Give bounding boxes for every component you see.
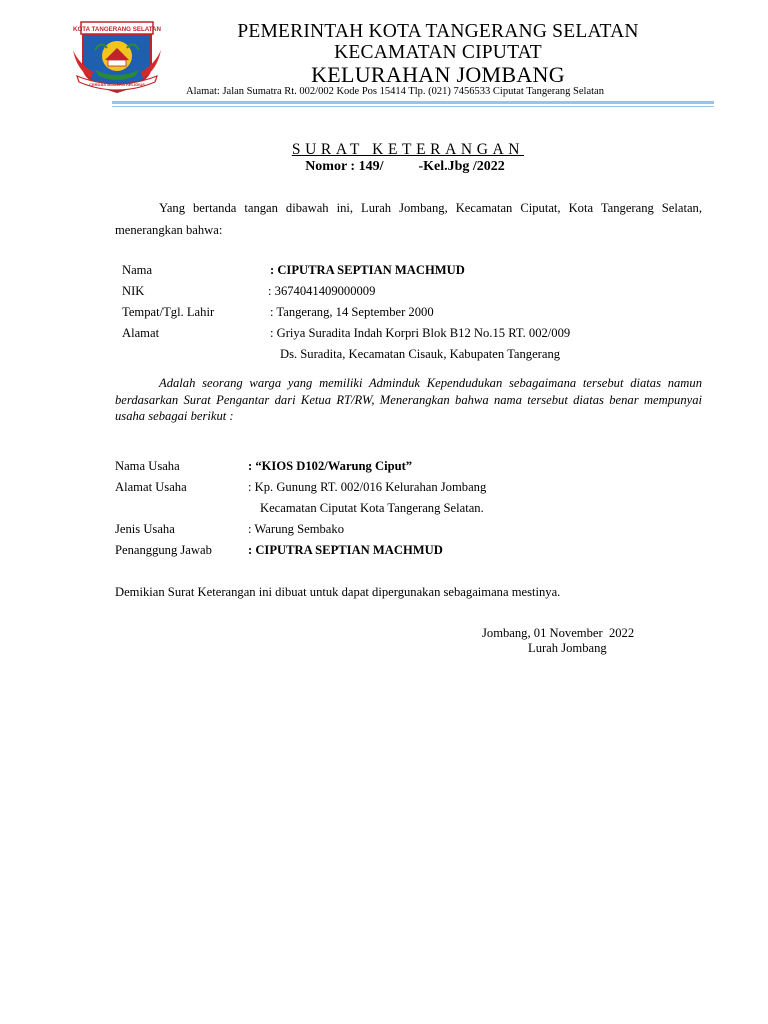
person-nik-label: NIK: [122, 284, 145, 298]
document-title: SURAT KETERANGAN: [291, 141, 525, 158]
business-type-label: Jenis Usaha: [115, 522, 175, 536]
document-number: Nomor : 149/ -Kel.Jbg /2022: [305, 159, 505, 174]
header-address: Alamat: Jalan Sumatra Rt. 002/002 Kode Pos 15414 Tlp. (021) 7456533 Ciputat Tangerang Selatan: [186, 86, 604, 97]
business-owner-label: Penanggung Jawab: [115, 543, 212, 557]
business-address-value-1: : Kp. Gunung RT. 002/016 Kelurahan Jombang: [248, 480, 487, 494]
logo-text: KOTA TANGERANG SELATAN: [73, 26, 161, 33]
signature-position: Lurah Jombang: [528, 641, 607, 655]
person-address-value-1: : Griya Suradita Indah Korpri Blok B12 No.15 RT. 002/009: [270, 326, 571, 340]
header-district: KECAMATAN CIPUTAT: [334, 42, 542, 63]
closing-paragraph: Demikian Surat Keterangan ini dibuat untuk dapat dipergunakan sebagaimana mestinya.: [115, 585, 561, 599]
intro-paragraph: Yang bertanda tangan dibawah ini, Lurah Jombang, Kecamatan Ciputat, Kota Tangerang Selatan, menerangkan bahwa:: [115, 201, 702, 237]
header-rule-thick: [112, 101, 714, 104]
business-address-value-2: Kecamatan Ciputat Kota Tangerang Selatan.: [260, 501, 484, 515]
business-type-value: : Warung Sembako: [248, 522, 344, 536]
business-name-value: : “KIOS D102/Warung Ciput”: [248, 459, 413, 473]
header-government: PEMERINTAH KOTA TANGERANG SELATAN: [237, 21, 639, 42]
person-birth-label: Tempat/Tgl. Lahir: [122, 305, 215, 319]
header-village: KELURAHAN JOMBANG: [311, 62, 565, 87]
logo-motto: CERDAS MODERN RELIGIUS: [89, 82, 145, 87]
person-address-label: Alamat: [122, 326, 160, 340]
business-address-label: Alamat Usaha: [115, 480, 187, 494]
city-logo: [71, 20, 163, 94]
business-owner-value: : CIPUTRA SEPTIAN MACHMUD: [248, 543, 443, 557]
person-birth-value: : Tangerang, 14 September 2000: [270, 305, 434, 319]
person-address-value-2: Ds. Suradita, Kecamatan Cisauk, Kabupaten Tangerang: [280, 347, 561, 361]
person-name-value: : CIPUTRA SEPTIAN MACHMUD: [270, 263, 465, 277]
person-nik-value: : 3674041409000009: [268, 284, 376, 298]
header-rule-thin: [112, 106, 714, 107]
business-name-label: Nama Usaha: [115, 459, 180, 473]
person-name-label: Nama: [122, 263, 153, 277]
signature-place-date: Jombang, 01 November 2022: [482, 626, 635, 640]
statement-paragraph: Adalah seorang warga yang memiliki Adminduk Kependudukan sebagaimana tersebut diatas namun berdasarkan Surat Pengantar dari Ketua RT/RW, Menerangkan bahwa nama tersebut diatas benar mempunyai usaha sebagai berikut :: [115, 376, 702, 423]
